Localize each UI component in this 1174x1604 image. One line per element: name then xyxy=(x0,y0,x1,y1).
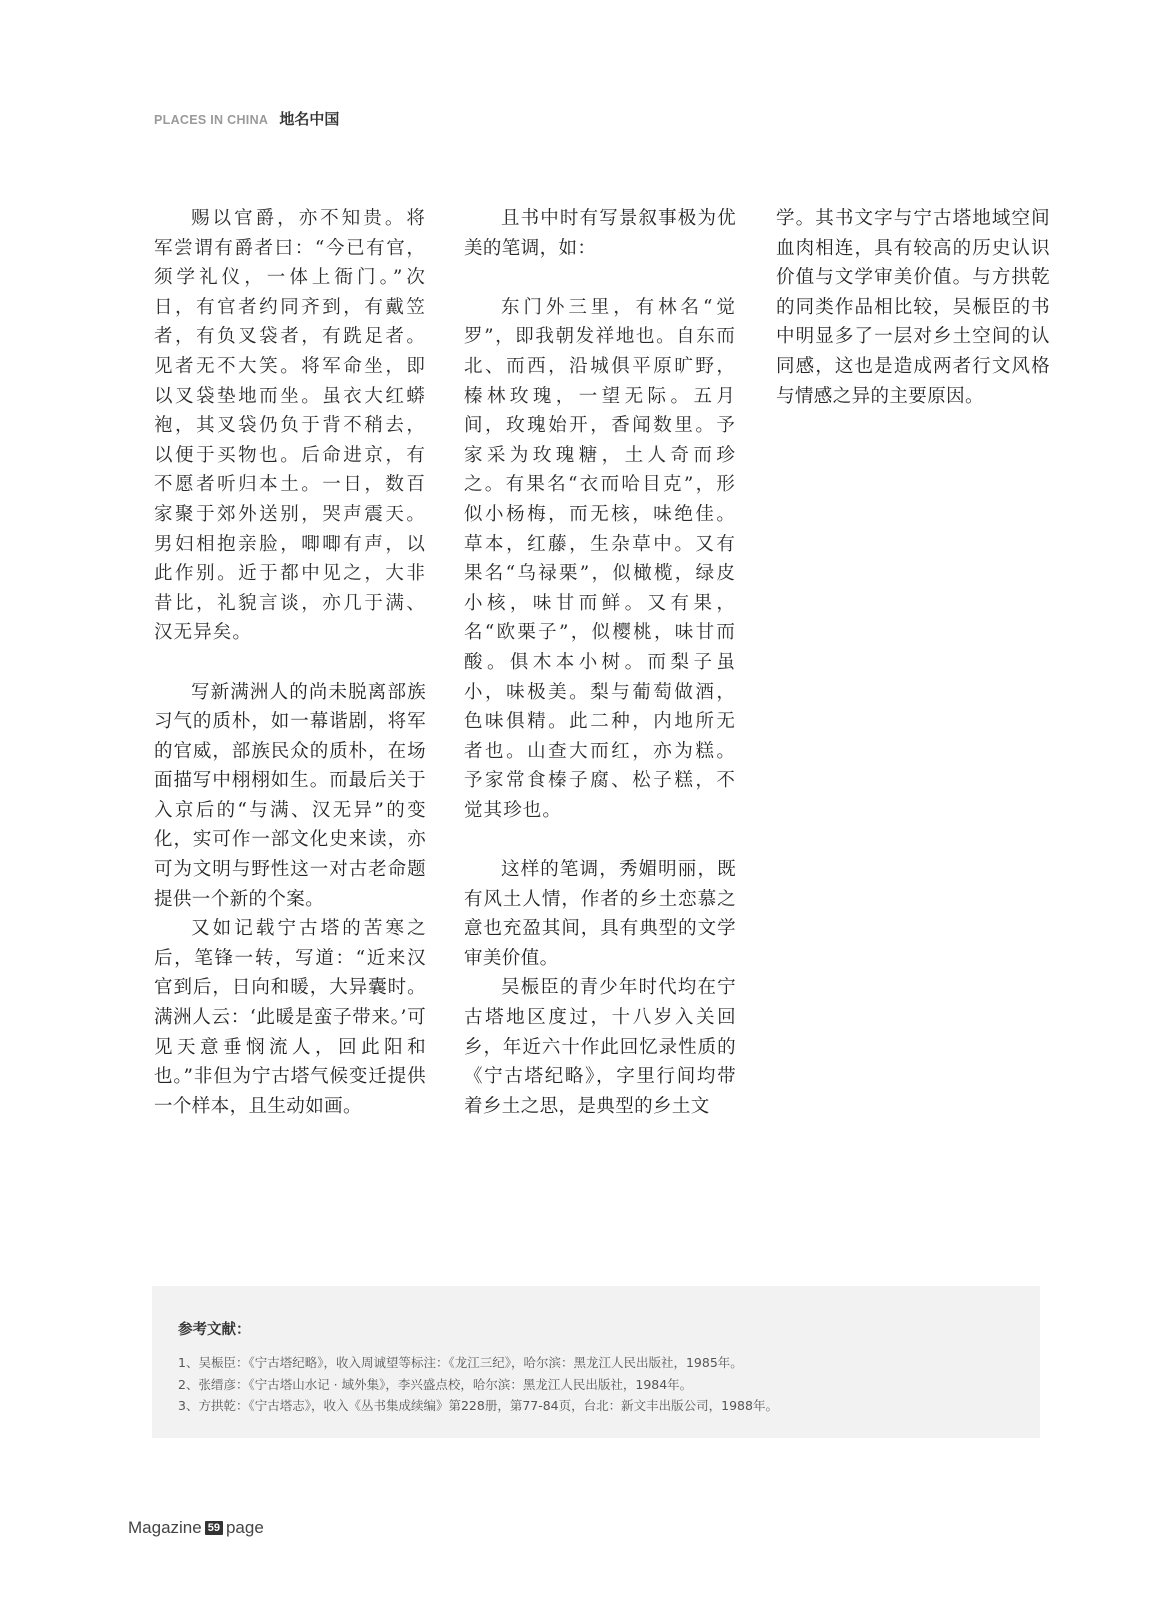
footer-page-label: page xyxy=(225,1518,264,1537)
footer-magazine-label: Magazine xyxy=(128,1518,202,1537)
body-paragraph: 写新满洲人的尚未脱离部族习气的质朴，如一幕谐剧，将军的官威，部族民众的质朴，在场面描写中栩栩如生。而最后关于入京后的“与满、汉无异”的变化，实可作一部文化史来读，亦可为文明与野性这一对古老命题提供一个新的个案。 xyxy=(154,681,426,910)
body-paragraph: 这样的笔调，秀媚明丽，既有风土人情，作者的乡土恋慕之意也充盈其间，具有典型的文学审美价值。 xyxy=(464,859,736,969)
text-column-3 xyxy=(776,204,1050,411)
reference-item: 3、方拱乾：《宁古塔志》，收入《丛书集成续编》第228册，第77-84页，台北：新文丰出版公司，1988年。 xyxy=(178,1398,778,1413)
body-paragraph: 吴桭臣的青少年时代均在宁古塔地区度过，十八岁入关回乡，年近六十作此回忆录性质的《宁古塔纪略》，字里行间均带着乡土之思，是典型的乡土文 xyxy=(464,977,736,1117)
references-box xyxy=(152,1286,1040,1438)
page-number-badge: 59 xyxy=(205,1521,223,1535)
quote-paragraph: 东门外三里，有林名“觉罗”，即我朝发祥地也。自东而北、而西，沿城俱平原旷野，榛林玫瑰，一望无际。五月间，玫瑰始开，香闻数里。予家采为玫瑰糖，土人奇而珍之。有果名“衣而哈目克”，形似小杨梅，而无核，味绝佳。草本，红藤，生杂草中。又有果名“乌禄栗”，似橄榄，绿皮小核，味甘而鲜。又有果，名“欧栗子”，似樱桃，味甘而酸。俱木本小树。而梨子虽小，味极美。梨与葡萄做酒，色味俱精。此二种，内地所无者也。山查大而红，亦为糕。予家常食榛子腐、松子糕，不觉其珍也。 xyxy=(464,296,736,821)
paragraph-gap xyxy=(464,825,736,855)
section-header xyxy=(154,108,339,129)
section-title-cn: 地名中国 xyxy=(279,110,340,128)
section-title-en: PLACES IN CHINA xyxy=(154,113,269,127)
reference-item: 2、张缙彦：《宁古塔山水记 · 域外集》，李兴盛点校，哈尔滨：黑龙江人民出版社，1984年。 xyxy=(178,1376,693,1392)
text-column-1 xyxy=(154,204,426,1121)
body-paragraph: 且书中时有写景叙事极为优美的笔调，如： xyxy=(464,208,736,259)
paragraph-gap xyxy=(154,648,426,678)
paragraph-gap xyxy=(464,263,736,293)
text-column-2 xyxy=(464,204,736,1121)
references-title: 参考文献： xyxy=(178,1322,251,1338)
page-footer xyxy=(128,1518,264,1538)
references-list xyxy=(178,1352,778,1417)
reference-item: 1、吴桭臣：《宁古塔纪略》，收入周诚望等标注：《龙江三纪》，哈尔滨：黑龙江人民出版社，1985年。 xyxy=(178,1355,743,1370)
body-paragraph: 又如记载宁古塔的苦寒之后，笔锋一转，写道：“近来汉官到后，日向和暖，大异囊时。满洲人云：‘此暖是蛮子带来。’可见天意垂悯流人，回此阳和也。”非但为宁古塔气候变迁提供一个样本，且生动如画。 xyxy=(154,918,426,1117)
quote-paragraph: 赐以官爵，亦不知贵。将军尝谓有爵者曰：“今已有官，须学礼仪，一体上衙门。”次日，有官者约同齐到，有戴笠者，有负叉袋者，有跣足者。见者无不大笑。将军命坐，即以叉袋垫地而坐。虽衣大红蟒袍，其叉袋仍负于背不稍去，以便于买物也。后命进京，有不愿者听归本土。一日，数百家聚于郊外送别，哭声震天。男妇相抱亲脸，唧唧有声，以此作别。近于都中见之，大非昔比，礼貌言谈，亦几于满、汉无异矣。 xyxy=(154,208,426,644)
body-paragraph: 学。其书文字与宁古塔地域空间血肉相连，具有较高的历史认识价值与文学审美价值。与方拱乾的同类作品相比较，吴桭臣的书中明显多了一层对乡土空间的认同感，这也是造成两者行文风格与情感之异的主要原因。 xyxy=(776,208,1050,407)
